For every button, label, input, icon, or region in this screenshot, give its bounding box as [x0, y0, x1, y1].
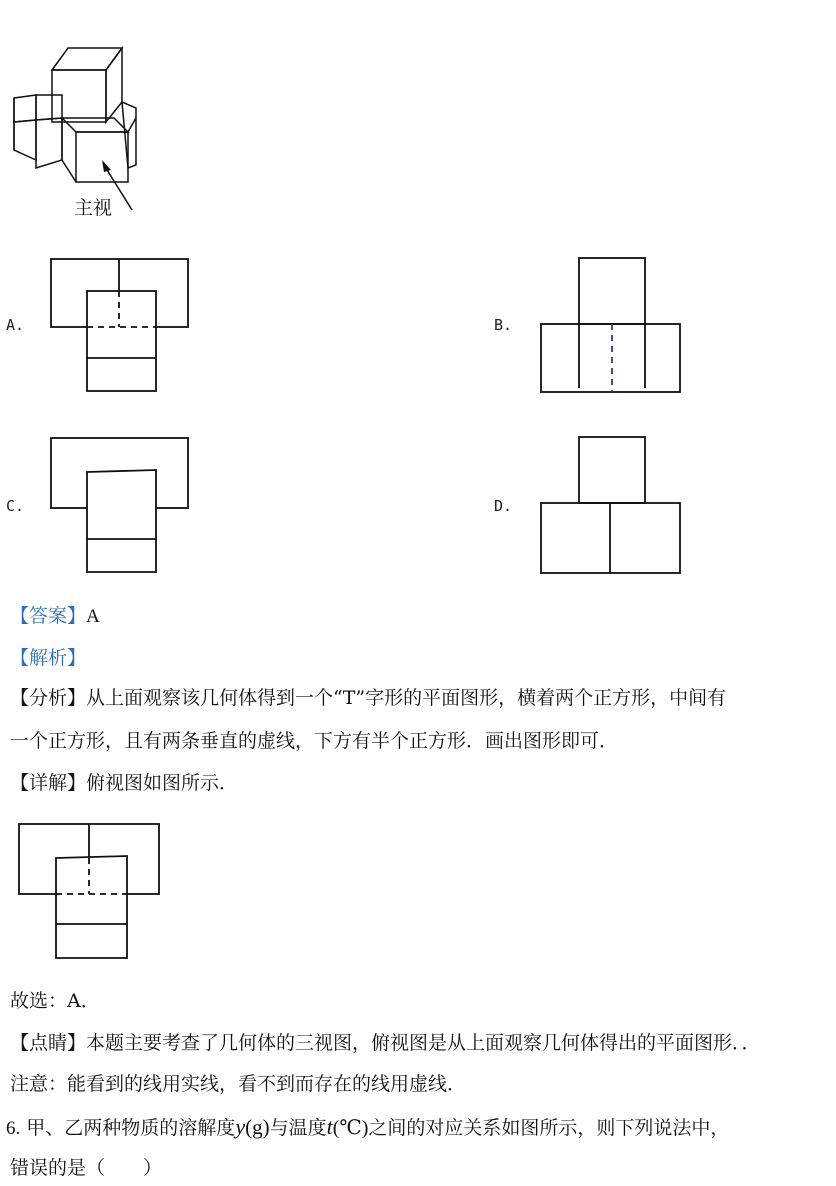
analysis-tag: 【解析】	[10, 647, 87, 669]
fenxi-tag: 【分析】	[10, 687, 87, 709]
fenxi-text-1: 从上面观察该几何体得到一个“T”字形的平面图形，横着两个正方形，中间有	[86, 687, 727, 709]
dianjing-note-line	[10, 1072, 466, 1096]
question6-unit-y: (g)	[245, 1115, 270, 1139]
question6-line-1	[6, 1115, 729, 1141]
dianjing-text: 本题主要考查了几何体的三视图，俯视图是从上面观察几何体得出的平面图形．．	[86, 1032, 761, 1054]
question6-var-t: t	[326, 1114, 333, 1139]
guxuan-line	[10, 989, 100, 1013]
dianjing-line	[10, 1031, 761, 1055]
option-b-label: B.	[494, 316, 513, 334]
dianjing-note: 注意：能看到的线用实线，看不到而存在的线用虚线．	[10, 1073, 467, 1095]
question6-var-y: y	[235, 1114, 246, 1139]
question6-number: 6.	[6, 1118, 21, 1139]
option-c-label: C.	[6, 497, 25, 515]
question6-text-a: 甲、乙两种物质的溶解度	[26, 1117, 236, 1139]
option-a-label: A.	[6, 316, 25, 334]
guxuan-text: 故选：A．	[10, 990, 100, 1012]
dianjing-tag: 【点睛】	[10, 1032, 87, 1054]
xiangjie-text: 俯视图如图所示．	[86, 772, 239, 794]
front-view-label: 主视	[74, 197, 113, 219]
question6-unit-t: (℃)	[332, 1117, 369, 1139]
question6-text-b: 与温度	[269, 1117, 327, 1139]
answer-tag: 【答案】	[10, 605, 87, 627]
question6-line-2	[10, 1156, 162, 1180]
answer-value: A	[86, 606, 100, 627]
question6-text-c: 之间的对应关系如图所示，则下列说法中，	[368, 1117, 730, 1139]
xiangjie-tag: 【详解】	[10, 772, 87, 794]
question6-text-line2: 错误的是（ ）	[10, 1157, 163, 1179]
fenxi-text-2: 一个正方形，且有两条垂直的虚线，下方有半个正方形．画出图形即可．	[10, 730, 619, 752]
option-d-label: D.	[494, 497, 513, 515]
